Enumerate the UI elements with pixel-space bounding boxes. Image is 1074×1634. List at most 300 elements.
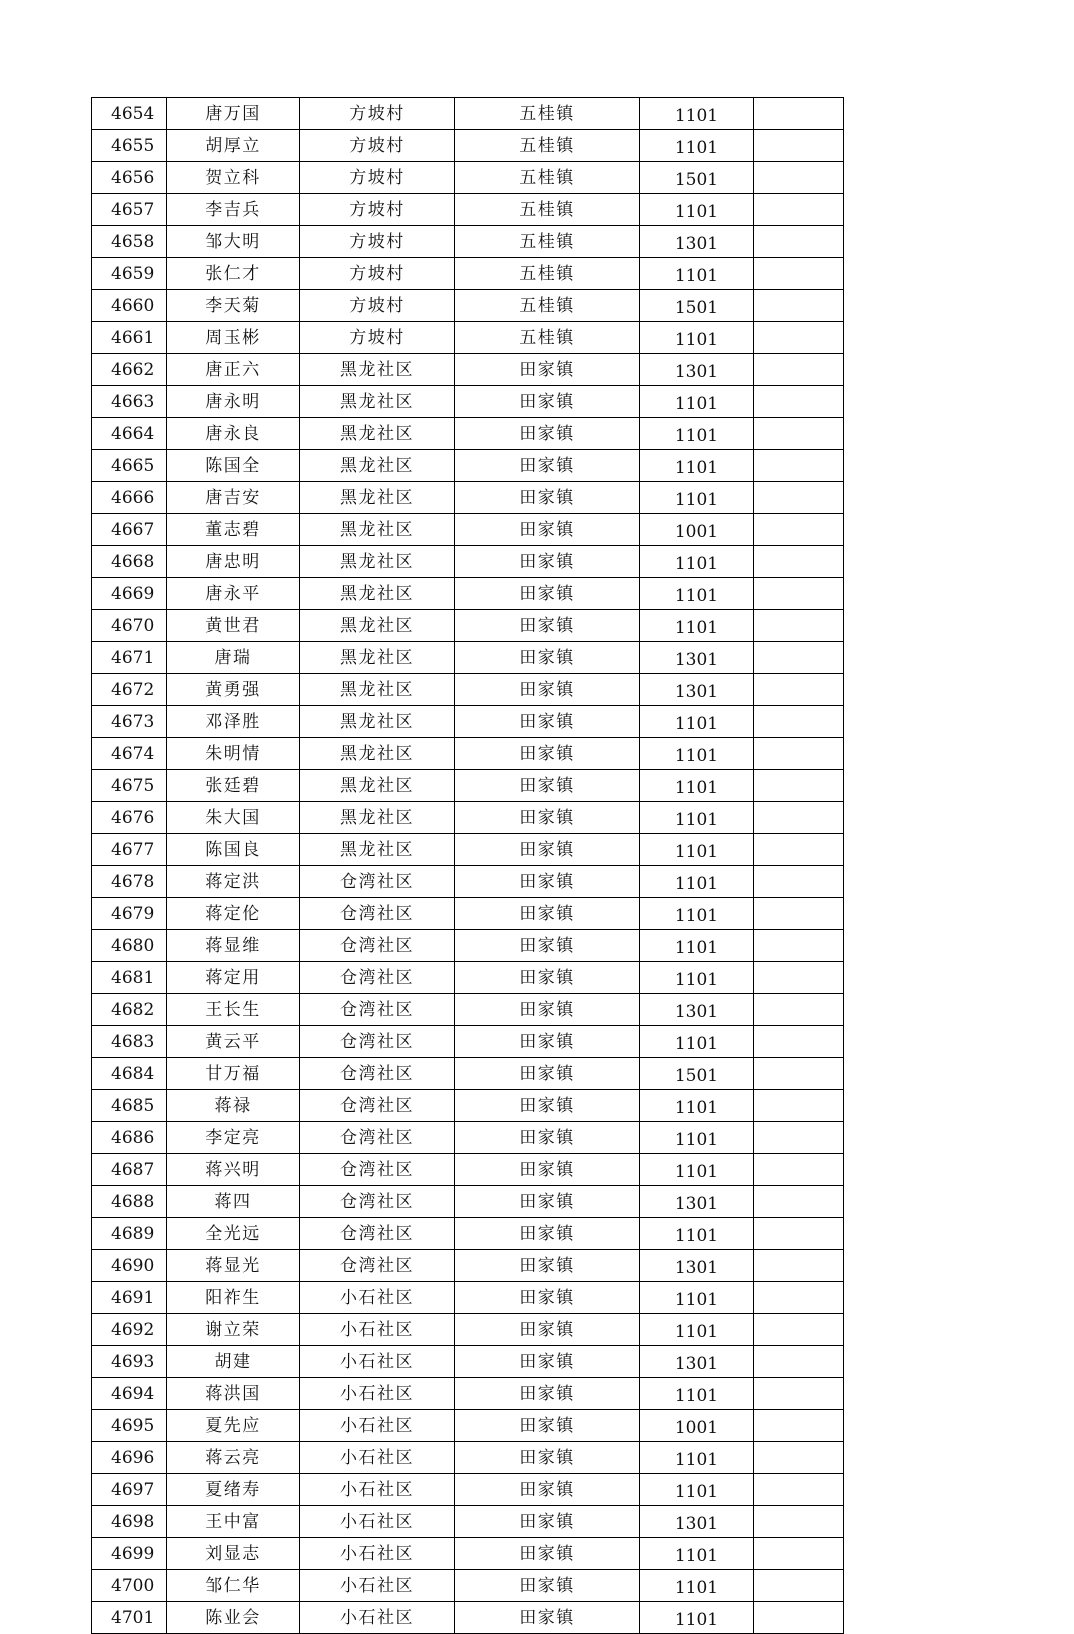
category-code: 1101 [640,1122,754,1154]
row-number: 4692 [92,1314,167,1346]
village-name: 黑龙社区 [300,482,455,514]
row-number: 4696 [92,1442,167,1474]
table-row [92,162,844,194]
village-name: 方坡村 [300,162,455,194]
row-number: 4660 [92,290,167,322]
town-name: 田家镇 [455,642,640,674]
note-cell [754,1410,844,1442]
row-number: 4663 [92,386,167,418]
row-number: 4701 [92,1602,167,1634]
table-row [92,1250,844,1282]
table-row [92,1570,844,1602]
row-number: 4662 [92,354,167,386]
note-cell [754,1378,844,1410]
row-number: 4669 [92,578,167,610]
category-code: 1301 [640,1250,754,1282]
town-name: 田家镇 [455,1378,640,1410]
category-code: 1101 [640,962,754,994]
note-cell [754,1570,844,1602]
person-name: 蒋定用 [167,962,300,994]
town-name: 五桂镇 [455,194,640,226]
table-row [92,1186,844,1218]
note-cell [754,642,844,674]
note-cell [754,1474,844,1506]
note-cell [754,834,844,866]
village-name: 仓湾社区 [300,930,455,962]
table-row [92,290,844,322]
village-name: 黑龙社区 [300,834,455,866]
village-name: 黑龙社区 [300,674,455,706]
town-name: 田家镇 [455,386,640,418]
town-name: 田家镇 [455,738,640,770]
category-code: 1101 [640,706,754,738]
table-row [92,930,844,962]
town-name: 田家镇 [455,578,640,610]
note-cell [754,258,844,290]
person-name: 胡建 [167,1346,300,1378]
person-name: 蒋定洪 [167,866,300,898]
row-number: 4677 [92,834,167,866]
note-cell [754,354,844,386]
table-row [92,1506,844,1538]
person-name: 蒋兴明 [167,1154,300,1186]
table-row [92,738,844,770]
village-name: 小石社区 [300,1474,455,1506]
town-name: 田家镇 [455,1026,640,1058]
town-name: 田家镇 [455,1090,640,1122]
row-number: 4675 [92,770,167,802]
row-number: 4666 [92,482,167,514]
table-row [92,130,844,162]
person-name: 陈业会 [167,1602,300,1634]
town-name: 田家镇 [455,1506,640,1538]
note-cell [754,994,844,1026]
town-name: 田家镇 [455,1250,640,1282]
row-number: 4665 [92,450,167,482]
village-name: 小石社区 [300,1410,455,1442]
note-cell [754,1538,844,1570]
note-cell [754,1186,844,1218]
table-row [92,642,844,674]
row-number: 4698 [92,1506,167,1538]
note-cell [754,386,844,418]
town-name: 田家镇 [455,1410,640,1442]
village-name: 黑龙社区 [300,738,455,770]
person-name: 全光远 [167,1218,300,1250]
village-name: 仓湾社区 [300,1186,455,1218]
note-cell [754,514,844,546]
town-name: 田家镇 [455,1314,640,1346]
person-name: 邹仁华 [167,1570,300,1602]
row-number: 4655 [92,130,167,162]
row-number: 4656 [92,162,167,194]
category-code: 1001 [640,514,754,546]
village-name: 小石社区 [300,1378,455,1410]
row-number: 4686 [92,1122,167,1154]
table-row [92,1154,844,1186]
village-name: 方坡村 [300,98,455,130]
note-cell [754,322,844,354]
row-number: 4667 [92,514,167,546]
town-name: 田家镇 [455,1122,640,1154]
person-name: 刘显志 [167,1538,300,1570]
town-name: 五桂镇 [455,98,640,130]
data-table [91,97,844,1634]
town-name: 五桂镇 [455,290,640,322]
note-cell [754,1090,844,1122]
town-name: 田家镇 [455,962,640,994]
person-name: 张仁才 [167,258,300,290]
person-name: 蒋显光 [167,1250,300,1282]
village-name: 仓湾社区 [300,1026,455,1058]
person-name: 王长生 [167,994,300,1026]
town-name: 田家镇 [455,1602,640,1634]
category-code: 1101 [640,450,754,482]
table-row [92,578,844,610]
town-name: 田家镇 [455,450,640,482]
town-name: 田家镇 [455,354,640,386]
note-cell [754,866,844,898]
row-number: 4687 [92,1154,167,1186]
row-number: 4680 [92,930,167,962]
table-row [92,258,844,290]
row-number: 4659 [92,258,167,290]
category-code: 1101 [640,194,754,226]
village-name: 方坡村 [300,194,455,226]
table-row [92,962,844,994]
town-name: 田家镇 [455,834,640,866]
row-number: 4664 [92,418,167,450]
village-name: 小石社区 [300,1314,455,1346]
person-name: 蒋显维 [167,930,300,962]
category-code: 1101 [640,1282,754,1314]
row-number: 4657 [92,194,167,226]
village-name: 黑龙社区 [300,610,455,642]
person-name: 李定亮 [167,1122,300,1154]
person-name: 蒋禄 [167,1090,300,1122]
village-name: 小石社区 [300,1282,455,1314]
town-name: 田家镇 [455,994,640,1026]
table-row [92,1218,844,1250]
person-name: 朱大国 [167,802,300,834]
row-number: 4678 [92,866,167,898]
person-name: 蒋四 [167,1186,300,1218]
category-code: 1301 [640,354,754,386]
town-name: 田家镇 [455,898,640,930]
table-row [92,386,844,418]
town-name: 田家镇 [455,802,640,834]
row-number: 4695 [92,1410,167,1442]
row-number: 4681 [92,962,167,994]
town-name: 田家镇 [455,770,640,802]
person-name: 黄勇强 [167,674,300,706]
category-code: 1101 [640,1602,754,1634]
village-name: 黑龙社区 [300,354,455,386]
town-name: 田家镇 [455,1154,640,1186]
row-number: 4685 [92,1090,167,1122]
note-cell [754,450,844,482]
village-name: 仓湾社区 [300,1122,455,1154]
table-row [92,674,844,706]
village-name: 仓湾社区 [300,1250,455,1282]
village-name: 黑龙社区 [300,770,455,802]
category-code: 1101 [640,738,754,770]
table-row [92,1090,844,1122]
person-name: 谢立荣 [167,1314,300,1346]
village-name: 仓湾社区 [300,994,455,1026]
note-cell [754,578,844,610]
category-code: 1301 [640,1186,754,1218]
town-name: 田家镇 [455,1282,640,1314]
category-code: 1101 [640,98,754,130]
table-row [92,322,844,354]
village-name: 方坡村 [300,130,455,162]
category-code: 1101 [640,418,754,450]
category-code: 1101 [640,610,754,642]
table-row [92,834,844,866]
note-cell [754,546,844,578]
village-name: 仓湾社区 [300,962,455,994]
category-code: 1101 [640,386,754,418]
category-code: 1101 [640,898,754,930]
row-number: 4682 [92,994,167,1026]
category-code: 1101 [640,930,754,962]
town-name: 田家镇 [455,1570,640,1602]
town-name: 五桂镇 [455,162,640,194]
table-row [92,1538,844,1570]
note-cell [754,418,844,450]
village-name: 小石社区 [300,1570,455,1602]
category-code: 1301 [640,674,754,706]
person-name: 董志碧 [167,514,300,546]
category-code: 1301 [640,1506,754,1538]
table-row [92,1378,844,1410]
town-name: 田家镇 [455,546,640,578]
note-cell [754,1346,844,1378]
row-number: 4670 [92,610,167,642]
row-number: 4679 [92,898,167,930]
row-number: 4676 [92,802,167,834]
person-name: 夏绪寿 [167,1474,300,1506]
row-number: 4699 [92,1538,167,1570]
category-code: 1301 [640,994,754,1026]
category-code: 1101 [640,1538,754,1570]
category-code: 1101 [640,1026,754,1058]
category-code: 1101 [640,1442,754,1474]
category-code: 1101 [640,1378,754,1410]
row-number: 4688 [92,1186,167,1218]
person-name: 王中富 [167,1506,300,1538]
table-row [92,226,844,258]
village-name: 仓湾社区 [300,1090,455,1122]
person-name: 李吉兵 [167,194,300,226]
note-cell [754,1282,844,1314]
town-name: 五桂镇 [455,322,640,354]
category-code: 1501 [640,1058,754,1090]
town-name: 田家镇 [455,1538,640,1570]
town-name: 田家镇 [455,1058,640,1090]
category-code: 1301 [640,1346,754,1378]
note-cell [754,610,844,642]
note-cell [754,98,844,130]
town-name: 田家镇 [455,1186,640,1218]
note-cell [754,1026,844,1058]
category-code: 1101 [640,834,754,866]
table-row [92,770,844,802]
category-code: 1101 [640,482,754,514]
category-code: 1101 [640,1314,754,1346]
person-name: 贺立科 [167,162,300,194]
town-name: 田家镇 [455,930,640,962]
note-cell [754,290,844,322]
note-cell [754,802,844,834]
category-code: 1101 [640,1090,754,1122]
category-code: 1301 [640,226,754,258]
row-number: 4672 [92,674,167,706]
person-name: 唐永平 [167,578,300,610]
person-name: 蒋云亮 [167,1442,300,1474]
note-cell [754,706,844,738]
person-name: 黄世君 [167,610,300,642]
note-cell [754,130,844,162]
table-row [92,418,844,450]
note-cell [754,1506,844,1538]
row-number: 4689 [92,1218,167,1250]
village-name: 黑龙社区 [300,578,455,610]
person-name: 唐万国 [167,98,300,130]
note-cell [754,1218,844,1250]
row-number: 4683 [92,1026,167,1058]
table-row [92,866,844,898]
village-name: 方坡村 [300,290,455,322]
row-number: 4661 [92,322,167,354]
village-name: 黑龙社区 [300,802,455,834]
category-code: 1101 [640,546,754,578]
town-name: 五桂镇 [455,226,640,258]
village-name: 黑龙社区 [300,546,455,578]
table-row [92,546,844,578]
table-row [92,610,844,642]
category-code: 1301 [640,642,754,674]
table-row [92,482,844,514]
table-body [92,98,844,1634]
table-row [92,802,844,834]
note-cell [754,770,844,802]
category-code: 1101 [640,130,754,162]
row-number: 4694 [92,1378,167,1410]
town-name: 五桂镇 [455,258,640,290]
person-name: 唐瑞 [167,642,300,674]
row-number: 4693 [92,1346,167,1378]
village-name: 仓湾社区 [300,1058,455,1090]
town-name: 田家镇 [455,1442,640,1474]
person-name: 唐吉安 [167,482,300,514]
table-row [92,1282,844,1314]
category-code: 1101 [640,578,754,610]
note-cell [754,1314,844,1346]
category-code: 1101 [640,1218,754,1250]
table-row [92,1026,844,1058]
table-row [92,514,844,546]
person-name: 黄云平 [167,1026,300,1058]
village-name: 黑龙社区 [300,642,455,674]
person-name: 唐忠明 [167,546,300,578]
note-cell [754,1442,844,1474]
row-number: 4700 [92,1570,167,1602]
row-number: 4658 [92,226,167,258]
person-name: 唐正六 [167,354,300,386]
person-name: 邓泽胜 [167,706,300,738]
category-code: 1101 [640,802,754,834]
note-cell [754,162,844,194]
town-name: 田家镇 [455,1346,640,1378]
table-row [92,706,844,738]
village-name: 小石社区 [300,1602,455,1634]
person-name: 夏先应 [167,1410,300,1442]
person-name: 李天菊 [167,290,300,322]
village-name: 仓湾社区 [300,1154,455,1186]
person-name: 甘万福 [167,1058,300,1090]
row-number: 4674 [92,738,167,770]
village-name: 小石社区 [300,1346,455,1378]
town-name: 田家镇 [455,1474,640,1506]
person-name: 蒋定伦 [167,898,300,930]
note-cell [754,194,844,226]
note-cell [754,898,844,930]
note-cell [754,482,844,514]
person-name: 周玉彬 [167,322,300,354]
person-name: 唐永良 [167,418,300,450]
category-code: 1101 [640,770,754,802]
village-name: 黑龙社区 [300,514,455,546]
note-cell [754,962,844,994]
note-cell [754,738,844,770]
village-name: 方坡村 [300,226,455,258]
town-name: 田家镇 [455,1218,640,1250]
table-row [92,1410,844,1442]
town-name: 田家镇 [455,866,640,898]
person-name: 陈国全 [167,450,300,482]
row-number: 4690 [92,1250,167,1282]
person-name: 陈国良 [167,834,300,866]
table-row [92,98,844,130]
village-name: 小石社区 [300,1538,455,1570]
note-cell [754,1602,844,1634]
table-row [92,450,844,482]
person-name: 张廷碧 [167,770,300,802]
note-cell [754,226,844,258]
note-cell [754,1058,844,1090]
village-name: 仓湾社区 [300,1218,455,1250]
table-row [92,354,844,386]
town-name: 田家镇 [455,418,640,450]
village-name: 黑龙社区 [300,450,455,482]
row-number: 4673 [92,706,167,738]
person-name: 蒋洪国 [167,1378,300,1410]
table-row [92,1442,844,1474]
row-number: 4697 [92,1474,167,1506]
category-code: 1001 [640,1410,754,1442]
person-name: 朱明情 [167,738,300,770]
person-name: 邹大明 [167,226,300,258]
town-name: 田家镇 [455,482,640,514]
category-code: 1101 [640,258,754,290]
town-name: 田家镇 [455,514,640,546]
note-cell [754,1122,844,1154]
row-number: 4671 [92,642,167,674]
town-name: 田家镇 [455,674,640,706]
category-code: 1101 [640,866,754,898]
